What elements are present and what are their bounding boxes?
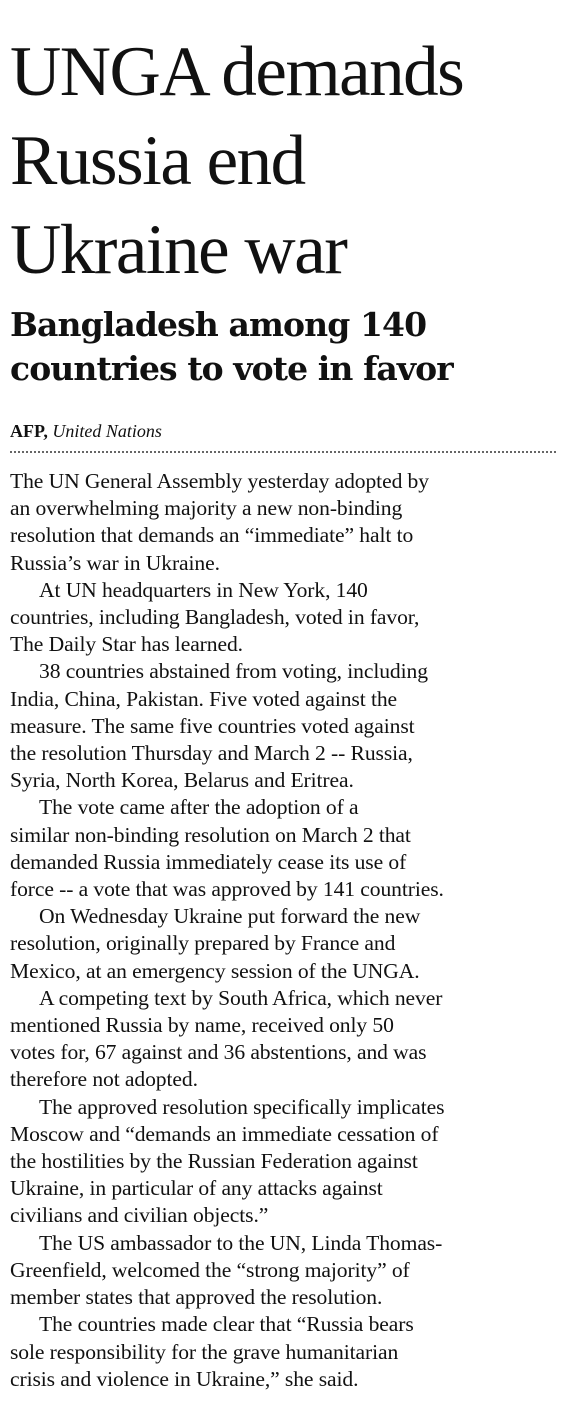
text-line: At UN headquarters in New York, 140 <box>39 577 368 602</box>
text-line: resolution, originally prepared by France and <box>10 931 396 956</box>
article-body <box>10 468 557 1393</box>
text-line: civilians and civilian objects.” <box>10 1203 269 1228</box>
paragraph <box>10 903 557 985</box>
text-line: crisis and violence in Ukraine,” she said. <box>10 1366 359 1391</box>
text-line: mentioned Russia by name, received only 50 <box>10 1013 394 1038</box>
text-line: sole responsibility for the grave humanitarian <box>10 1339 399 1364</box>
text-line: The US ambassador to the UN, Linda Thomas- <box>39 1230 443 1255</box>
text-line: Greenfield, welcomed the “strong majority” of <box>10 1257 410 1282</box>
text-line: votes for, 67 against and 36 abstentions, and was <box>10 1040 427 1065</box>
text-line: measure. The same five countries voted against <box>10 713 415 738</box>
paragraph <box>10 794 557 903</box>
paragraph <box>10 577 557 659</box>
headline <box>10 0 557 295</box>
text-line: A competing text by South Africa, which never <box>39 985 443 1010</box>
text-line: the resolution Thursday and March 2 -- Russia, <box>10 741 413 766</box>
text-line: The UN General Assembly yesterday adopted by <box>10 469 429 493</box>
headline-line: Russia end <box>10 122 305 200</box>
paragraph <box>10 985 557 1094</box>
byline-agency: AFP, <box>10 421 48 441</box>
text-line: similar non-binding resolution on March 2 that <box>10 822 411 847</box>
text-line: countries, including Bangladesh, voted in favor, <box>10 605 420 630</box>
paragraph <box>10 468 557 577</box>
text-line: The Daily Star has learned. <box>10 632 243 657</box>
text-line: an overwhelming majority a new non-binding <box>10 496 403 521</box>
text-line: Syria, North Korea, Belarus and Eritrea. <box>10 768 354 793</box>
paragraph <box>10 658 557 794</box>
text-line: member states that approved the resolution. <box>10 1285 383 1310</box>
subheadline-line: Bangladesh among 140 <box>10 305 427 344</box>
text-line: India, China, Pakistan. Five voted against the <box>10 686 398 711</box>
text-line: Ukraine, in particular of any attacks against <box>10 1176 383 1201</box>
paragraph <box>10 1094 557 1230</box>
subheadline <box>10 303 557 391</box>
text-line: therefore not adopted. <box>10 1067 198 1092</box>
text-line: Moscow and “demands an immediate cessation of <box>10 1121 439 1146</box>
byline-place: United Nations <box>52 421 162 441</box>
headline-line: UNGA demands <box>10 33 464 111</box>
text-line: the hostilities by the Russian Federation against <box>10 1149 418 1174</box>
paragraph <box>10 1311 557 1393</box>
text-line: demanded Russia immediately cease its use of <box>10 849 407 874</box>
paragraph <box>10 1230 557 1312</box>
text-line: force -- a vote that was approved by 141 countries. <box>10 877 444 902</box>
text-line: Russia’s war in Ukraine. <box>10 550 220 575</box>
text-line: resolution that demands an “immediate” halt to <box>10 523 414 548</box>
text-line: The vote came after the adoption of a <box>39 795 359 820</box>
headline-line: Ukraine war <box>10 211 347 289</box>
byline <box>10 421 556 453</box>
subheadline-line: countries to vote in favor <box>10 349 453 388</box>
text-line: 38 countries abstained from voting, including <box>39 659 428 684</box>
text-line: The approved resolution specifically implicates <box>39 1094 445 1119</box>
text-line: On Wednesday Ukraine put forward the new <box>39 904 421 929</box>
text-line: Mexico, at an emergency session of the UNGA. <box>10 958 420 983</box>
text-line: The countries made clear that “Russia bears <box>39 1312 414 1337</box>
